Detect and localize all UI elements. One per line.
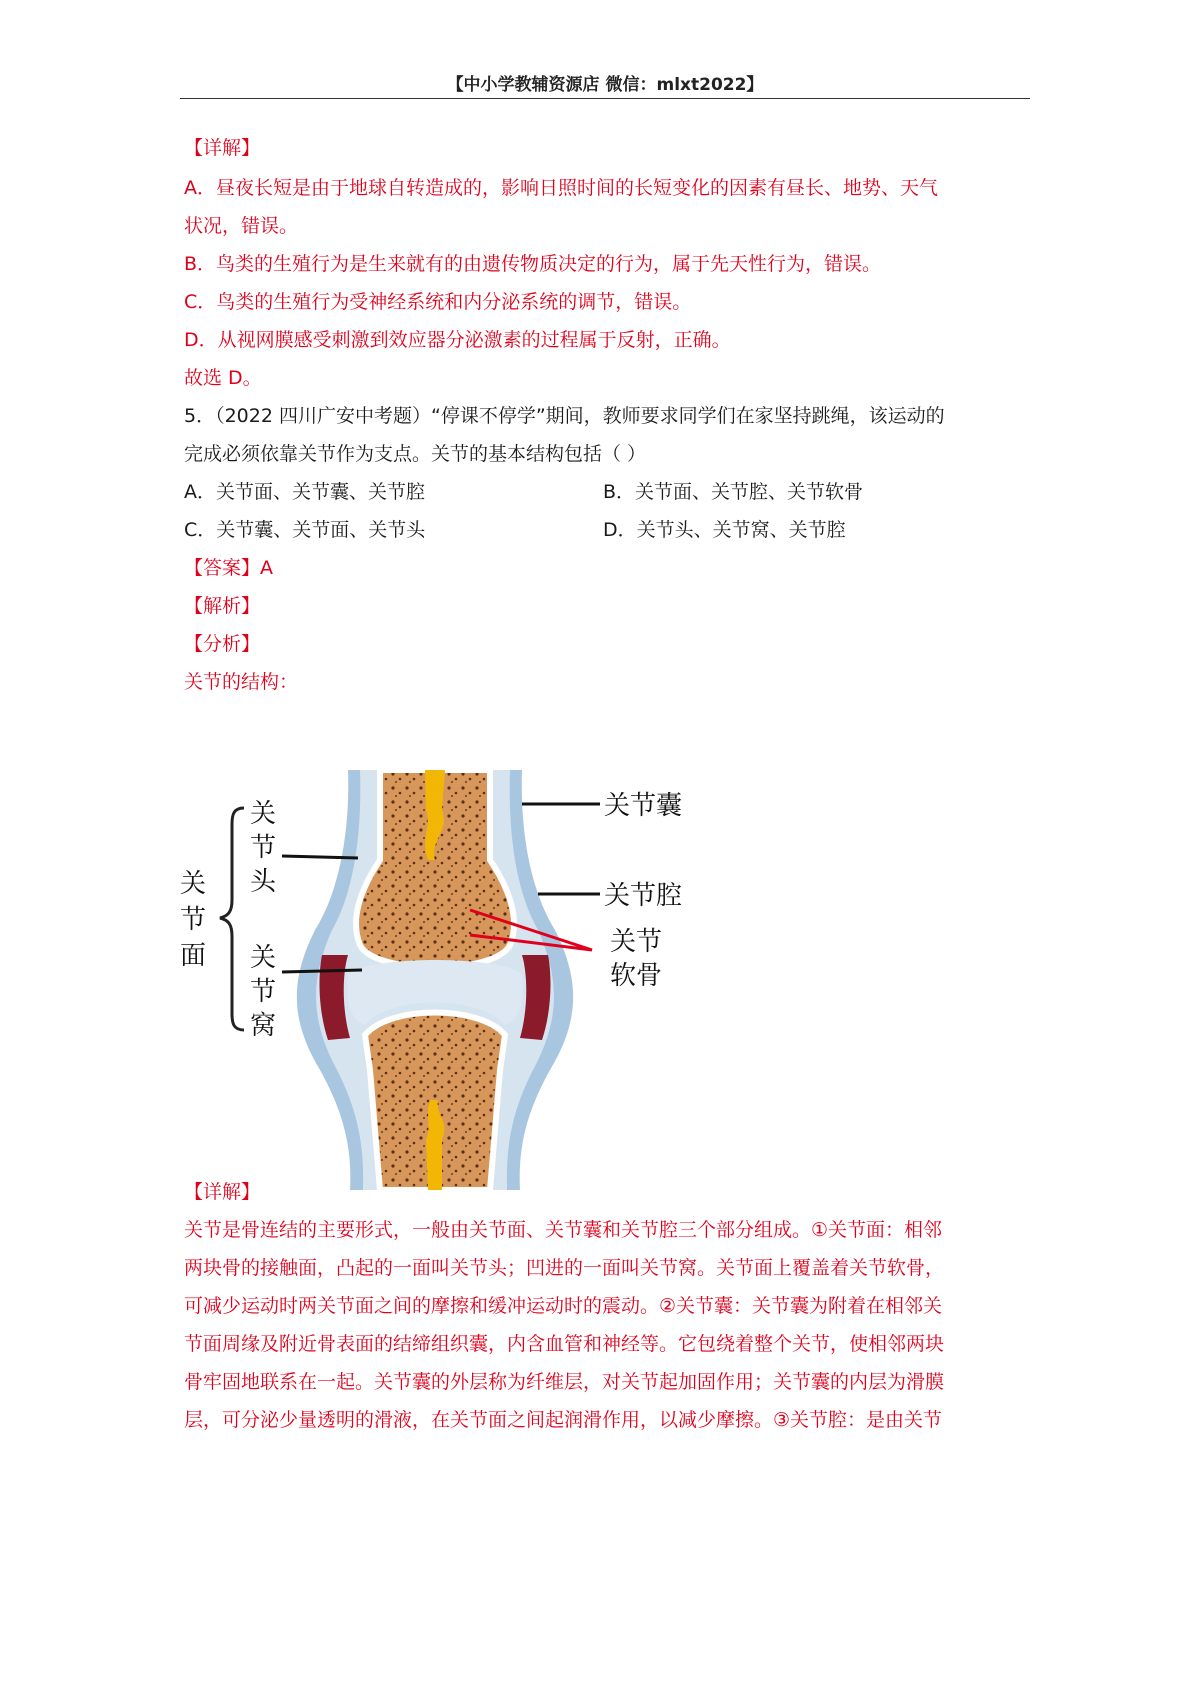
option-c: C．关节囊、关节面、关节头 [184, 519, 426, 541]
detail-line: 关节是骨连结的主要形式，一般由关节面、关节囊和关节腔三个部分组成。①关节面：相邻 [184, 1219, 943, 1241]
final-choice: 故选 D。 [184, 367, 262, 389]
label-face-1: 关 [180, 869, 207, 899]
label-cartilage-2: 软骨 [610, 961, 663, 991]
label-head-1: 关 [250, 799, 277, 829]
option-b: B．关节面、关节腔、关节软骨 [603, 481, 864, 503]
label-socket-2: 节 [250, 977, 277, 1007]
analysis-label: 【解析】 [184, 595, 261, 617]
option-b-explanation: B．鸟类的生殖行为是生来就有的由遗传物质决定的行为，属于先天性行为，错误。 [184, 253, 882, 275]
page-header: 【中小学教辅资源店 微信：mlxt2022】 [446, 75, 764, 95]
label-cartilage-1: 关节 [610, 927, 663, 957]
option-c-explanation: C．鸟类的生殖行为受神经系统和内分泌系统的调节，错误。 [184, 291, 692, 313]
label-capsule: 关节囊 [604, 791, 683, 821]
question-5-line1: 5．（2022 四川广安中考题）“停课不停学”期间，教师要求同学们在家坚持跳绳，该运动的 [184, 405, 945, 427]
section-title-xiangjie: 【详解】 [184, 137, 261, 159]
label-face-2: 节 [180, 905, 207, 935]
section-title-xiangjie-2: 【详解】 [184, 1181, 261, 1203]
detail-line: 骨牢固地联系在一起。关节囊的外层称为纤维层，对关节起加固作用；关节囊的内层为滑膜 [184, 1371, 945, 1393]
header-divider [180, 98, 1030, 99]
label-socket-3: 窝 [250, 1011, 277, 1041]
label-cavity: 关节腔 [604, 881, 683, 911]
option-a: A．关节面、关节囊、关节腔 [184, 481, 425, 503]
label-head-3: 头 [250, 867, 277, 897]
detail-line: 层，可分泌少量透明的滑液，在关节面之间起润滑作用，以减少摩擦。③关节腔：是由关节 [184, 1409, 943, 1431]
option-a-explanation-line1: A．昼夜长短是由于地球自转造成的，影响日照时间的长短变化的因素有昼长、地势、天气 [184, 177, 938, 199]
structure-intro: 关节的结构： [184, 671, 299, 693]
leader-socket [282, 970, 362, 972]
leader-head [282, 856, 358, 858]
label-head-2: 节 [250, 833, 277, 863]
face-brace [220, 808, 244, 1030]
option-d-explanation: D．从视网膜感受刺激到效应器分泌激素的过程属于反射，正确。 [184, 329, 731, 351]
label-face-3: 面 [180, 941, 207, 971]
question-5-line2: 完成必须依靠关节作为支点。关节的基本结构包括（ ） [184, 443, 647, 465]
fenxi-label: 【分析】 [184, 633, 261, 655]
option-a-explanation-line2: 状况，错误。 [184, 215, 299, 237]
detail-line: 两块骨的接触面，凸起的一面叫关节头；凹进的一面叫关节窝。关节面上覆盖着关节软骨， [184, 1257, 945, 1279]
answer-label: 【答案】A [184, 557, 273, 579]
joint-structure-diagram [180, 770, 700, 1190]
detail-line: 节面周缘及附近骨表面的结缔组织囊，内含血管和神经等。它包绕着整个关节，使相邻两块 [184, 1333, 945, 1355]
label-socket-1: 关 [250, 943, 277, 973]
option-d: D．关节头、关节窝、关节腔 [603, 519, 846, 541]
detail-line: 可减少运动时两关节面之间的摩擦和缓冲运动时的震动。②关节囊：关节囊为附着在相邻关 [184, 1295, 943, 1317]
